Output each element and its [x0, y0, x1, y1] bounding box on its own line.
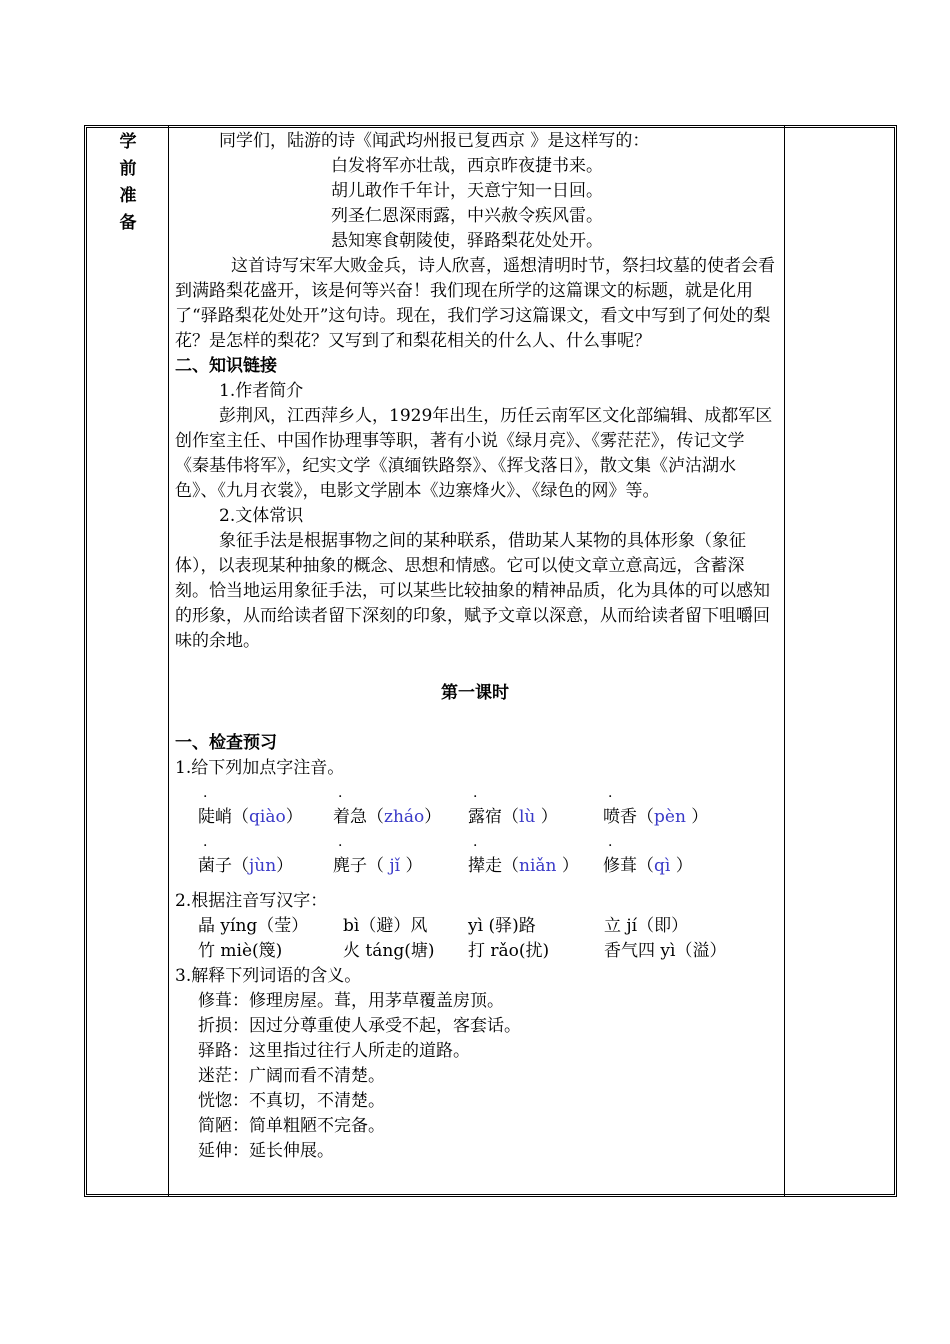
intro-paragraph: 这首诗写宋军大败金兵，诗人欣喜，遥想清明时节，祭扫坟墓的使者会看到满路梨花盛开，该是何等兴奋！我们现在所学的这篇课文的标题，就是化用了“驿路梨花处处开”这句诗。现在，我们学习这篇课文，看文中写到了何处的梨花？是怎样的梨花？又写到了和梨花相关的什么人、什么事呢？: [175, 256, 775, 351]
pinyin-item: · 麂子（ jǐ ）: [333, 838, 423, 876]
genre-title: 2.文体常识: [219, 506, 304, 526]
author-title: 1.作者简介: [219, 381, 304, 401]
side-label: [114, 129, 142, 237]
definition-item: 折损：因过分尊重使人承受不起，客套话。: [198, 1016, 521, 1036]
q2-row-2: [175, 939, 775, 964]
pinyin-item: · 陡峭（qiào）: [198, 789, 303, 827]
poem-line: 白发将军亦壮哉，西京昨夜捷书来。: [331, 156, 603, 176]
poem-line: 胡儿敢作千年计，天意宁知一日回。: [331, 181, 603, 201]
q2-item: 打 rǎo(扰): [468, 941, 550, 961]
pinyin-item: · 喷香（pèn ）: [603, 789, 709, 827]
column-divider-left: [168, 125, 169, 1197]
pinyin-item: · 露宿（lù ）: [468, 789, 558, 827]
q2-item: bì（避）风: [343, 916, 428, 936]
q2-title: 2.根据注音写汉字：: [175, 891, 328, 911]
lesson-plan-table: [84, 125, 897, 1197]
pinyin-item: · 撵走（niǎn ）: [468, 838, 579, 876]
pinyin-item: · 修葺（qì ）: [603, 838, 693, 876]
lesson-title: 第一课时: [441, 683, 509, 703]
pinyin-row-2: [175, 830, 775, 879]
poem-line: 列圣仁恩深雨露，中兴赦令疾风雷。: [331, 206, 603, 226]
q2-item: 立 jí（即）: [604, 916, 689, 936]
definition-item: 延伸：延长伸展。: [198, 1141, 334, 1161]
q2-item: 晶 yíng（莹）: [198, 916, 309, 936]
intro-lead: 同学们，陆游的诗《闻武均州报已复西京 》是这样写的：: [219, 131, 650, 151]
q2-item: 火 táng(塘): [343, 941, 435, 961]
definition-item: 修葺：修理房屋。葺，用茅草覆盖房顶。: [198, 991, 504, 1011]
q1-title: 1.给下列加点字注音。: [175, 758, 345, 778]
pinyin-item: · 着急（zháo）: [333, 789, 442, 827]
author-text: 彭荆风，江西萍乡人，1929年出生，历任云南军区文化部编辑、成都军区创作室主任、中国作协理事等职，著有小说《绿月亮》、《雾茫茫》，传记文学《秦基伟将军》，纪实文学《滇缅铁路祭》、《挥戈落日》，散文集《泸沽湖水色》、《九月衣裳》，电影文学剧本《边寨烽火》、《绿色的网》等。: [175, 406, 773, 501]
genre-text: 象征手法是根据事物之间的某种联系，借助某人某物的具体形象（象征体），以表现某种抽象的概念、思想和情感。它可以使文章立意高远，含蓄深刻。恰当地运用象征手法，可以某些比较抽象的精神品质，化为具体的可以感知的形象，从而给读者留下深刻的印象，赋予文章以深意，从而给读者留下咀嚼回味的余地。: [175, 531, 770, 651]
preview-heading: 一、检查预习: [175, 733, 277, 753]
q2-row-1: [175, 914, 775, 939]
side-label-char: 准: [119, 186, 137, 206]
definition-item: 简陋：简单粗陋不完备。: [198, 1116, 385, 1136]
knowledge-heading: 二、知识链接: [175, 356, 277, 376]
q2-item: 竹 miè(篾): [198, 941, 283, 961]
q2-item: yì (驿)路: [468, 916, 536, 936]
side-label-char: 前: [119, 159, 137, 179]
definition-item: 驿路：这里指过往行人所走的道路。: [198, 1041, 470, 1061]
side-label-char: 备: [119, 213, 137, 233]
pinyin-row-1: [175, 781, 775, 830]
definition-item: 恍惚：不真切，不清楚。: [198, 1091, 385, 1111]
definition-item: 迷茫：广阔而看不清楚。: [198, 1066, 385, 1086]
lesson-content: [175, 129, 775, 1164]
poem-line: 悬知寒食朝陵使，驿路梨花处处开。: [331, 231, 603, 251]
column-divider-right: [784, 125, 785, 1197]
pinyin-item: · 菌子（jùn）: [198, 838, 294, 876]
side-label-char: 学: [119, 132, 137, 152]
q3-title: 3.解释下列词语的含义。: [175, 966, 362, 986]
q2-item: 香气四 yì（溢）: [604, 941, 727, 961]
